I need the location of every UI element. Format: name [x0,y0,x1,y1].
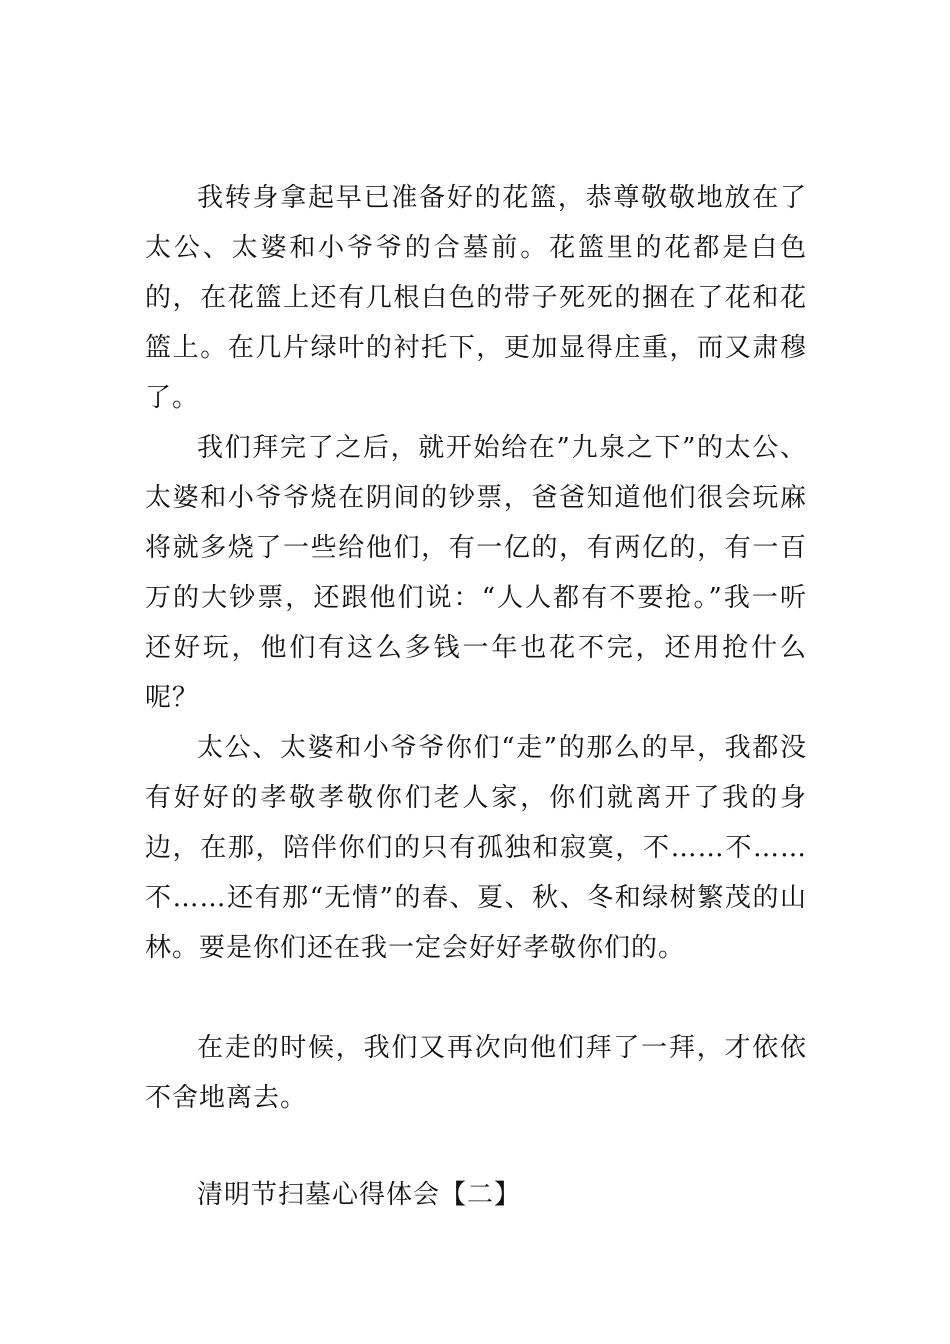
paragraph-burning-paper-money: 我们拜完了之后，就开始给在”九泉之下”的太公、太婆和小爷爷烧在阴间的钞票，爸爸知道他们很会玩麻将就多烧了一些给他们，有一亿的，有两亿的，有一百万的大钞票，还跟他们说：“人人都有不要抢。”我一听还好玩，他们有这么多钱一年也花不完，还用抢什么呢？ [145,433,807,713]
paragraph-remembrance: 太公、太婆和小爷爷你们“走”的那么的早，我都没有好好的孝敬孝敬你们老人家，你们就离开了我的身边，在那，陪伴你们的只有孤独和寂寞，不……不……不……还有那“无情”的春、夏、秋、冬和绿树繁茂的山林。要是你们还在我一定会好好孝敬你们的。 [145,733,807,963]
section-heading: 清明节扫墓心得体会【二】 [197,1180,522,1210]
paragraph-departure: 在走的时候，我们又再次向他们拜了一拜，才依依不舍地离去。 [145,1033,807,1113]
paragraph-offering-flowers: 我转身拿起早已准备好的花篮，恭尊敬敬地放在了太公、太婆和小爷爷的合墓前。花篮里的花都是白色的，在花篮上还有几根白色的带子死死的捆在了花和花篮上。在几片绿叶的衬托下，更加显得庄重，而又肃穆了。 [145,183,807,413]
